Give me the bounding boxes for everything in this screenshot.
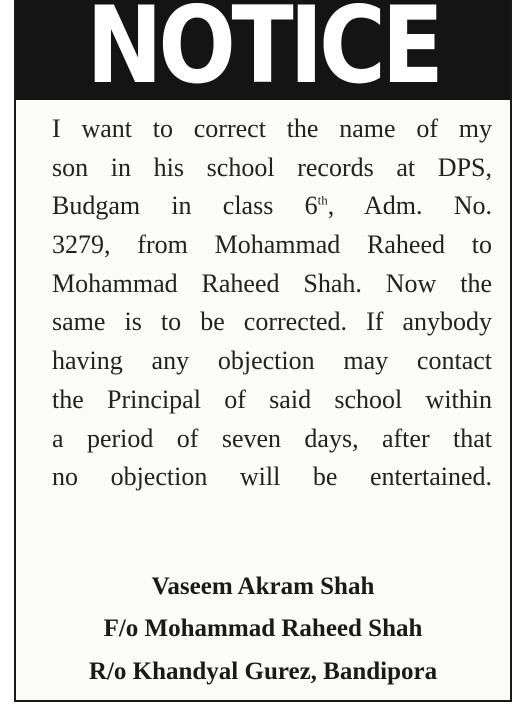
ordinal-suffix: th [317, 192, 328, 208]
body-line: a period of seven days, after that [52, 423, 492, 453]
signature-father-of: F/o Mohammad Raheed Shah [103, 615, 423, 642]
notice-body [52, 110, 492, 497]
notice-title: NOTICE [86, 0, 440, 100]
body-line-part: Budgam in class 6 [52, 191, 318, 221]
notice-box [14, 0, 512, 702]
body-line-with-ordinal [52, 187, 492, 226]
body-line: having any objection may contact [52, 346, 492, 376]
body-line: Mohammad Raheed Shah. Now the [52, 268, 492, 298]
body-line: same is to be corrected. If anybody [52, 307, 492, 337]
body-line: I want to correct the name of my [52, 114, 492, 143]
body-line: 3279, from Mohammad Raheed to [52, 230, 492, 260]
body-line: son in his school records at DPS, [52, 152, 492, 182]
notice-header [16, 0, 510, 100]
signature-resident-of: R/o Khandyal Gurez, Bandipora [88, 658, 438, 685]
body-line: the Principal of said school within [52, 384, 492, 414]
body-line-part: , Adm. No. [327, 191, 493, 221]
signature-name: Vaseem Akram Shah [151, 573, 375, 600]
body-line: no objection will be entertained. [52, 462, 492, 492]
